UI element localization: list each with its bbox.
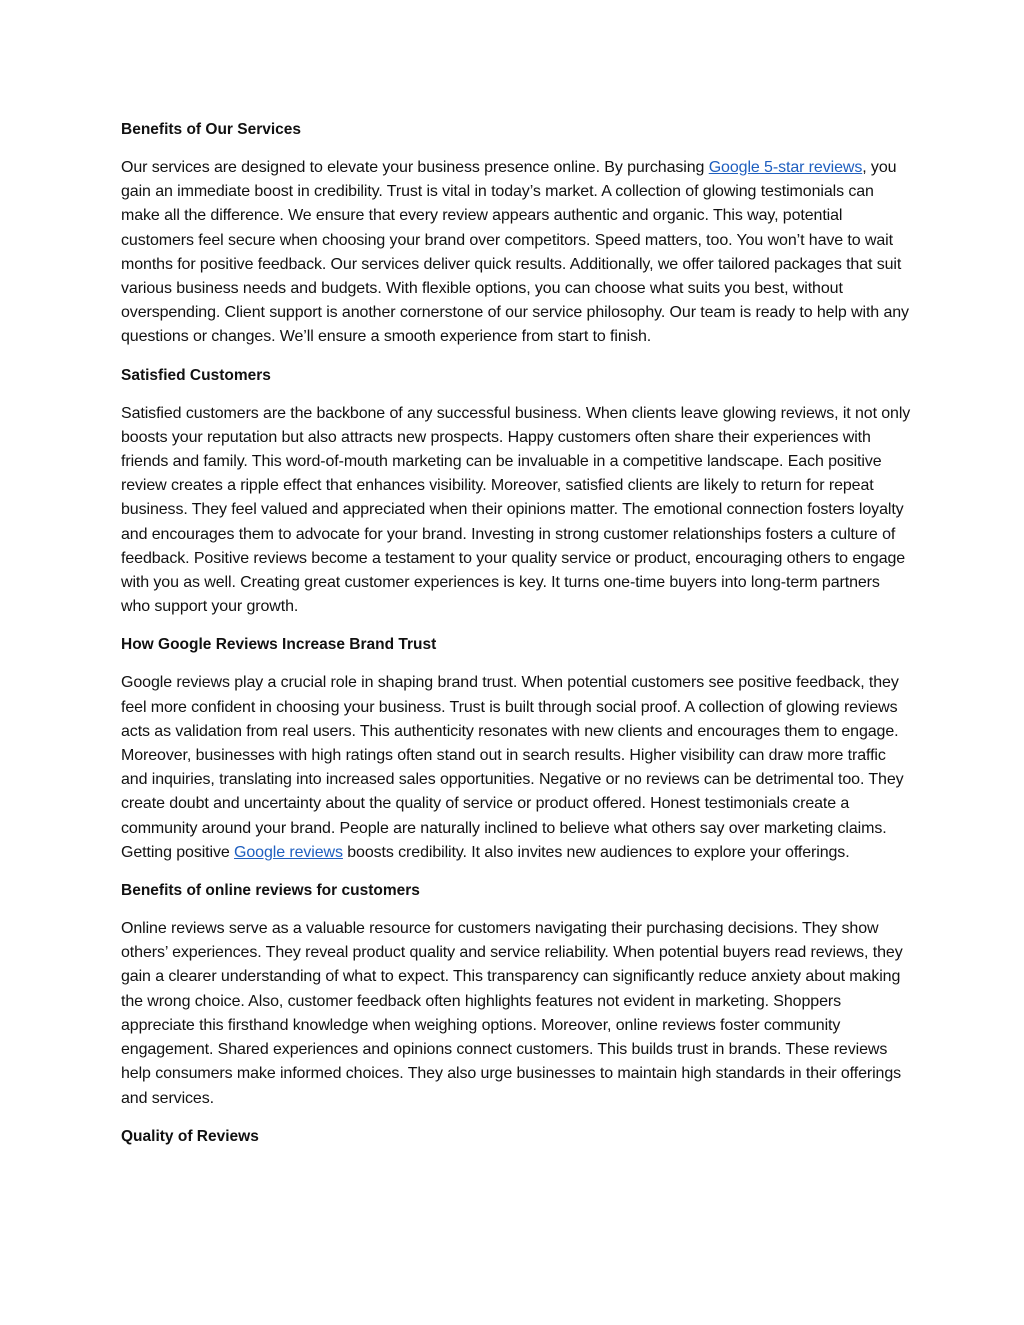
google-5-star-reviews-link[interactable]: Google 5-star reviews	[708, 159, 863, 176]
paragraph-text: boosts credibility. It also invites new audiences to explore your offerings.	[342, 843, 850, 861]
section-heading-brand-trust: How Google Reviews Increase Brand Trust	[121, 636, 437, 654]
section-paragraph-brand-trust	[121, 671, 911, 865]
paragraph-text: , you gain an immediate boost in credibility. Trust is vital in today’s market. A collection of glowing testimonials can make all the difference. We ensure that every review appears authentic and organic. This way, potential customers feel secure when choosing your brand over competitors. Speed matters, too. You won’t have to wait months for positive feedback. Our services deliver quick results. Additionally, we offer tailored packages that suit various business needs and budgets. With flexible options, you can choose what suits you best, without overspending. Client support is another cornerstone of our service philosophy. Our team is ready to help with any questions or changes. We’ll ensure a smooth experience from start to finish.	[121, 159, 909, 346]
section-heading-satisfied-customers: Satisfied Customers	[121, 366, 271, 384]
section-paragraph-benefits	[121, 156, 911, 350]
section-heading-benefits: Benefits of Our Services	[121, 121, 302, 138]
section-paragraph-satisfied-customers: Satisfied customers are the backbone of any successful business. When clients leave glowing reviews, it not only boosts your reputation but also attracts new prospects. Happy customers often share their experiences with friends and family. This word-of-mouth marketing can be invaluable in a competitive landscape. Each positive review creates a ripple effect that enhances visibility. Moreover, satisfied clients are likely to return for repeat business. They feel valued and appreciated when their opinions matter. The emotional connection fosters loyalty and encourages them to advocate for your brand. Investing in strong customer relationships fosters a culture of feedback. Positive reviews become a testament to your quality service or product, encouraging others to engage with you as well. Creating great customer experiences is key. It turns one-time buyers into long-term partners who support your growth.	[121, 404, 911, 616]
section-heading-quality: Quality of Reviews	[121, 1127, 259, 1145]
section-heading-online-reviews: Benefits of online reviews for customers	[121, 882, 420, 900]
document-page	[121, 118, 911, 1163]
paragraph-text: Our services are designed to elevate your business presence online. By purchasing	[121, 159, 709, 176]
google-reviews-link[interactable]: Google reviews	[234, 843, 343, 861]
section-paragraph-online-reviews: Online reviews serve as a valuable resource for customers navigating their purchasing decisions. They show others’ experiences. They reveal product quality and service reliability. When potential buyers read reviews, they gain a clearer understanding of what to expect. This transparency can significantly reduce anxiety about making the wrong choice. Also, customer feedback often highlights features not evident in marketing. Shoppers appreciate this firsthand knowledge when weighing options. Moreover, online reviews foster community engagement. Shared experiences and opinions connect customers. This builds trust in brands. These reviews help consumers make informed choices. They also urge businesses to maintain high standards in their offerings and services.	[121, 920, 903, 1107]
paragraph-text: Google reviews play a crucial role in shaping brand trust. When potential customers see positive feedback, they feel more confident in choosing your business. Trust is built through social proof. A collection of glowing reviews acts as validation from real users. This authenticity resonates with new clients and encourages them to engage. Moreover, businesses with high ratings often stand out in search results. Higher visibility can draw more traffic and inquiries, translating into increased sales opportunities. Negative or no reviews can be detrimental too. They create doubt and uncertainty about the quality of service or product offered. Honest testimonials create a community around your brand. People are naturally inclined to believe what others say over marketing claims. Getting positive	[121, 674, 904, 861]
